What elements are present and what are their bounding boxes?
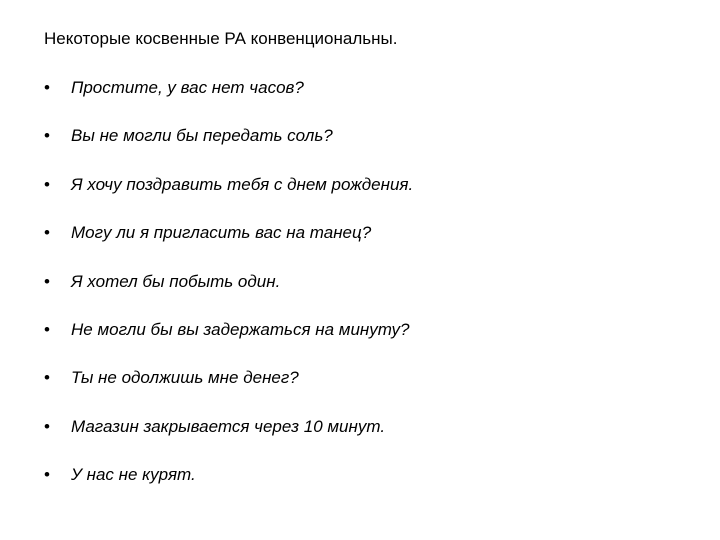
list-item-text: Ты не одолжишь мне денег? [71,368,299,388]
bullet-marker: • [44,465,50,485]
slide-heading: Некоторые косвенные РА конвенциональны. [44,29,398,48]
list-item-text: Вы не могли бы передать соль? [71,126,333,146]
bullet-marker: • [44,174,50,194]
list-item-text: Могу ли я пригласить вас на танец? [71,223,372,243]
list-item-text: У нас не курят. [71,465,196,485]
bullet-marker: • [44,223,50,243]
list-item-text: Я хотел бы побыть один. [71,271,281,291]
bullet-marker: • [44,126,50,146]
list-item-text: Простите, у вас нет часов? [71,78,304,97]
bullet-marker: • [44,78,50,97]
bullet-marker: • [44,416,50,436]
bullet-marker: • [44,271,50,291]
list-item-text: Магазин закрывается через 10 минут. [71,416,386,436]
list-item-text: Не могли бы вы задержаться на минуту? [71,319,410,339]
list-item-text: Я хочу поздравить тебя с днем рождения. [71,174,414,194]
bullet-marker: • [44,319,50,339]
bullet-marker: • [44,368,50,388]
